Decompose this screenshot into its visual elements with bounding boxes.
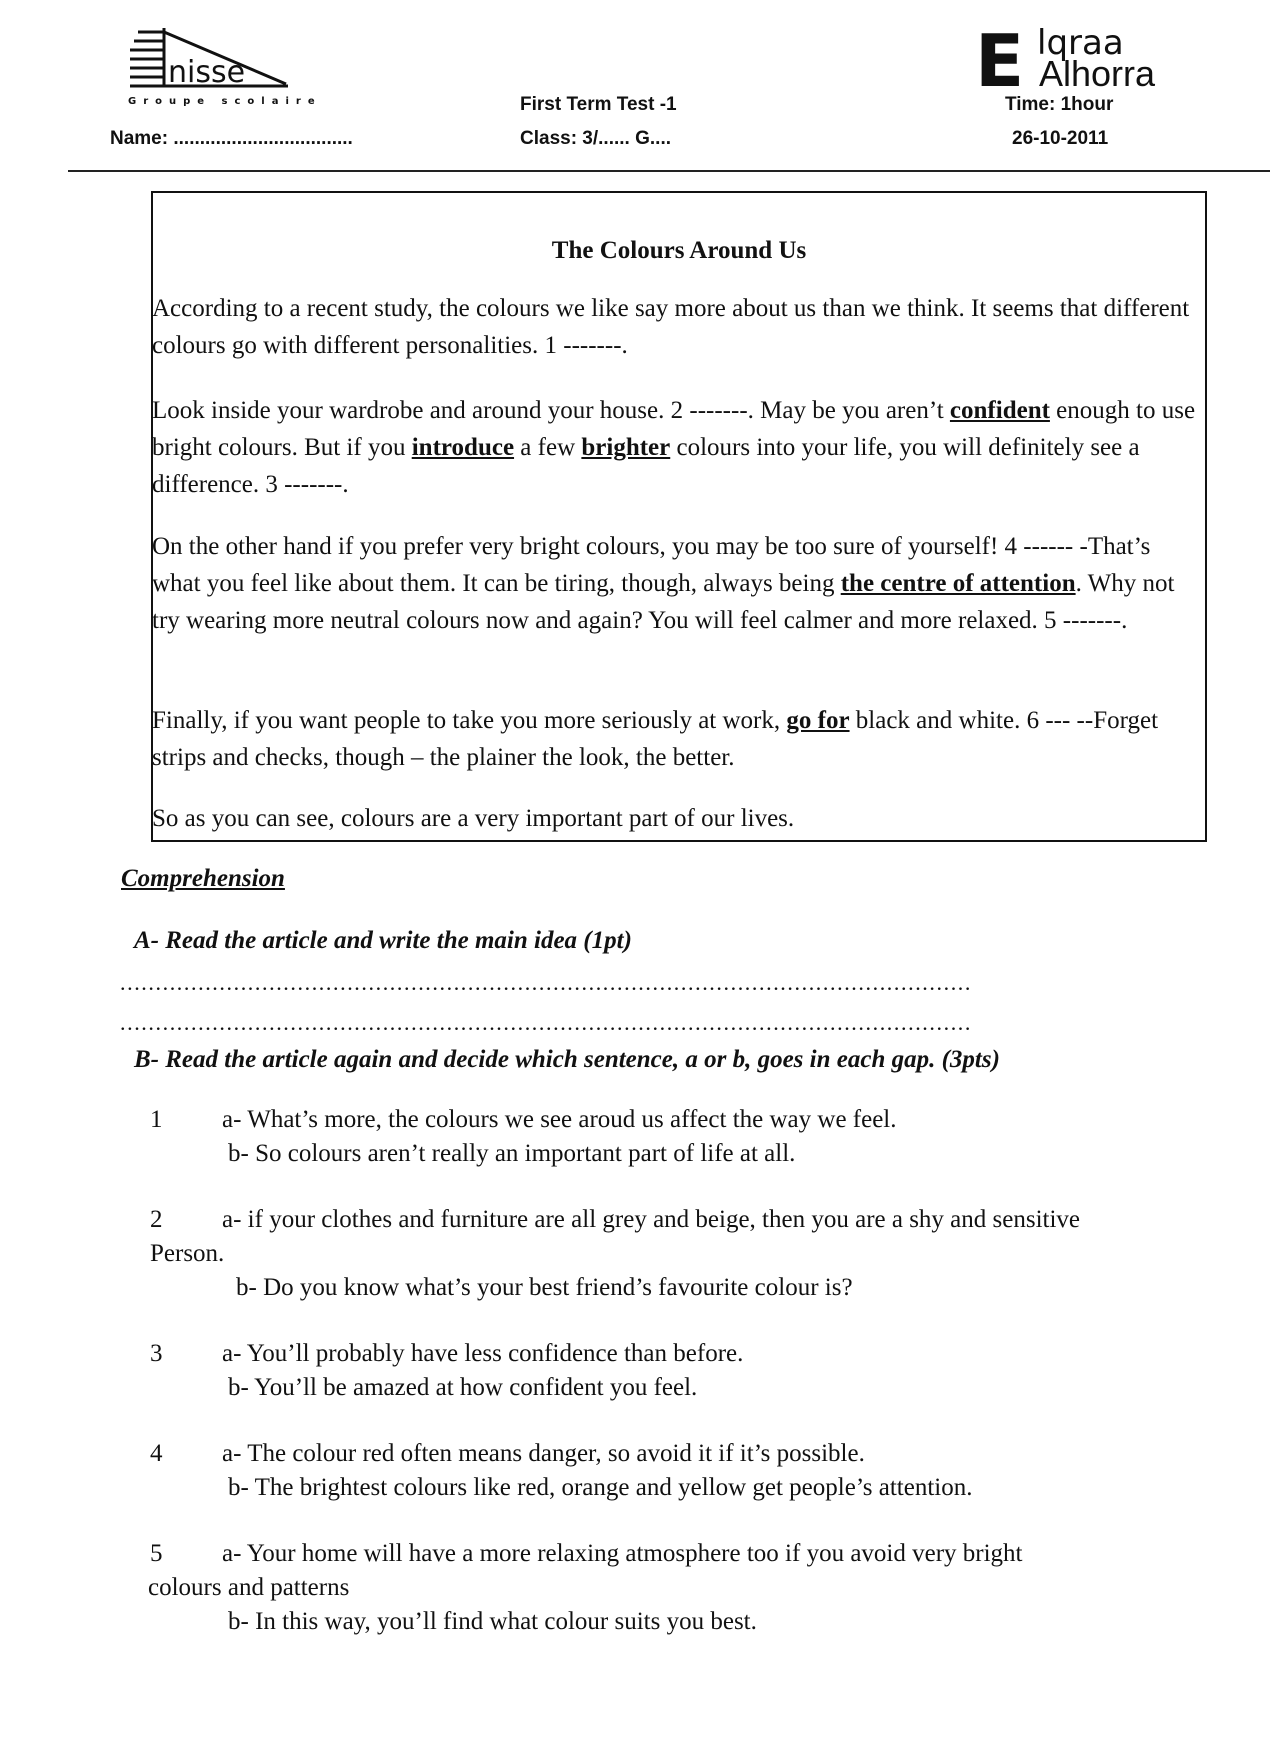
school-logo-name: nisse [168, 55, 246, 90]
p4-text-2: black and white. 6 --- --Forget strips and checks, though – the plainer the look, the better. [152, 707, 1159, 771]
passage-paragraph-5: So as you can see, colours are a very important part of our lives. [152, 805, 795, 832]
answer-line-2[interactable]: ........................................................................................................................ [120, 1010, 972, 1035]
option-a-continued: Person. [150, 1240, 225, 1267]
item-number: 4 [150, 1440, 163, 1467]
item-number: 2 [150, 1206, 163, 1233]
option-b[interactable]: b- So colours aren’t really an important part of life at all. [228, 1140, 796, 1167]
p2-text-3: a few [514, 434, 582, 461]
p3-text-1: On the other hand if you prefer very bright colours, you may be too sure of yourself! 4 ------ -That’s what you feel like about them. It can be tiring, though, always being [152, 533, 1151, 597]
keyword-centre-of-attention: the centre of attention [840, 570, 1076, 597]
brand-logo-line2: Alhorra [1039, 53, 1156, 92]
keyword-introduce: introduce [411, 434, 515, 461]
test-title: First Term Test -1 [520, 94, 677, 115]
passage-paragraph-4 [152, 702, 1202, 776]
p4-text-1: Finally, if you want people to take you more seriously at work, [152, 707, 787, 734]
option-a-continued: colours and patterns [148, 1574, 350, 1601]
keyword-brighter: brighter [581, 434, 671, 461]
option-b[interactable]: b- In this way, you’ll find what colour suits you best. [228, 1608, 757, 1635]
p2-text-4: colours into your life, you will definitely see a difference. 3 -------. [152, 434, 1140, 498]
passage-paragraph-3 [152, 528, 1202, 639]
answer-line-1[interactable]: ........................................................................................................................ [120, 970, 972, 995]
p3-text-2: . Why not try wearing more neutral colours now and again? You will feel calmer and more relaxed. 5 -------. [152, 570, 1175, 634]
p2-text-1: Look inside your wardrobe and around your house. 2 -------. May be you aren’t [152, 397, 950, 424]
passage-paragraph-2 [152, 392, 1202, 503]
option-a[interactable]: a- What’s more, the colours we see aroud us affect the way we feel. [222, 1106, 897, 1133]
passage-title: The Colours Around Us [551, 237, 807, 264]
option-b[interactable]: b- The brightest colours like red, orange and yellow get people’s attention. [228, 1474, 973, 1501]
question-a: A- Read the article and write the main idea (1pt) [134, 927, 632, 954]
class-field[interactable]: Class: 3/...... G.... [520, 128, 671, 149]
option-b[interactable]: b- You’ll be amazed at how confident you feel. [228, 1374, 698, 1401]
option-a[interactable]: a- You’ll probably have less confidence than before. [222, 1340, 744, 1367]
question-b: B- Read the article again and decide which sentence, a or b, goes in each gap. (3pts) [134, 1046, 1000, 1073]
test-duration: Time: 1hour [1005, 94, 1114, 115]
test-date: 26-10-2011 [1012, 128, 1109, 149]
school-logo-subtitle: Groupe scolaire [128, 96, 322, 107]
option-a[interactable]: a- if your clothes and furniture are all grey and beige, then you are a shy and sensitive [222, 1206, 1081, 1233]
passage-paragraph-1: According to a recent study, the colours we like say more about us than we think. It seems that different colours go with different personalities. 1 -------. [152, 295, 1190, 359]
brand-logo-letter: E [975, 24, 1025, 92]
brand-logo [975, 24, 1165, 92]
item-number: 1 [150, 1106, 163, 1133]
item-number: 5 [150, 1540, 163, 1567]
comprehension-heading: Comprehension [121, 865, 285, 892]
item-number: 3 [150, 1340, 163, 1367]
keyword-confident: confident [949, 397, 1050, 424]
option-b[interactable]: b- Do you know what’s your best friend’s favourite colour is? [236, 1274, 853, 1301]
keyword-go-for: go for [786, 707, 850, 734]
header-divider [68, 170, 1270, 172]
option-a[interactable]: a- The colour red often means danger, so avoid it if it’s possible. [222, 1440, 865, 1467]
p2-text-2: enough to use bright colours. But if you [152, 397, 1196, 461]
option-a[interactable]: a- Your home will have a more relaxing atmosphere too if you avoid very bright [222, 1540, 1023, 1567]
name-field[interactable]: Name: .................................. [110, 128, 353, 149]
brand-logo-line1: lqraa [1037, 24, 1124, 63]
school-logo [128, 24, 328, 110]
